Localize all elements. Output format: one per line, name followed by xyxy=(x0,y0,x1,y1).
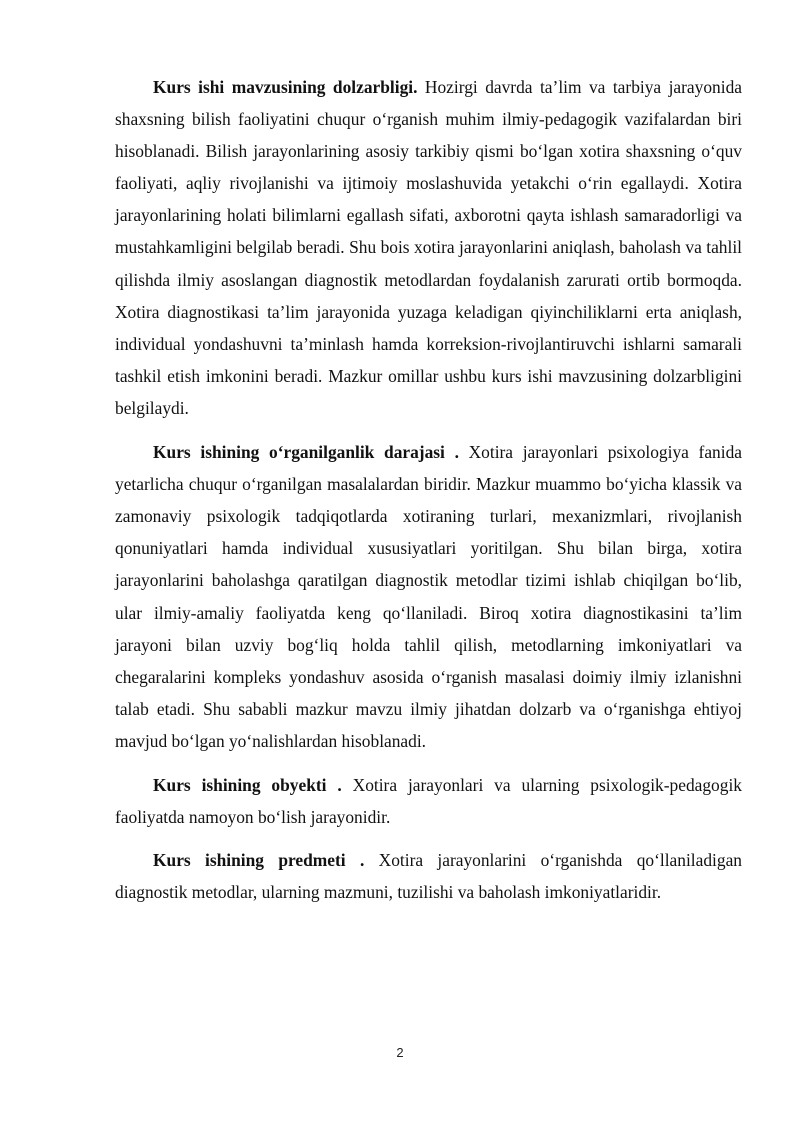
paragraph-object xyxy=(115,769,742,833)
paragraph-heading: Kurs ishining o‘rganilganlik darajasi . xyxy=(153,442,459,463)
paragraph-heading: Kurs ishi mavzusining dolzarbligi. xyxy=(153,77,418,97)
paragraph-subject xyxy=(115,844,742,908)
paragraph-study-level xyxy=(115,436,742,757)
document-body xyxy=(115,71,742,908)
paragraph-text: Xotira jarayonlari psixologiya fanida yetarlicha chuqur o‘rganilgan masalalardan biridir. Mazkur muammo bo‘yicha klassik va zamonaviy psixologik tadqiqotlarda xotiraning turlari, mexanizmlari, rivojlanish qonuniyatlari hamda individual xususiyatlari yoritilgan. Shu bilan birga, xotira jarayonlarini baholashga qaratilgan diagnostik metodlar tizimi ishlab chiqilgan bo‘lib, ular ilmiy-amaliy faoliyatda keng qo‘llaniladi. Biroq xotira diagnostikasini ta’lim jarayoni bilan uzviy bog‘liq holda tahlil qilish, metodlarning imkoniyatlari va chegaralarini kompleks yondashuv asosida o‘rganish masalasi doimiy ilmiy izlanishni talab etadi. Shu sababli mazkur mavzu ilmiy jihatdan dolzarb va o‘rganishga ehtiyoj mavjud bo‘lgan yo‘nalishlardan hisoblanadi. xyxy=(115,442,742,751)
page-number: 2 xyxy=(396,1045,404,1060)
paragraph-text: Hozirgi davrda ta’lim va tarbiya jarayonida shaxsning bilish faoliyatini chuqur o‘rganish muhim ilmiy-pedagogik vazifalardan biri hisoblanadi. Bilish jarayonlarining asosiy tarkibiy qismi bo‘lgan xotira shaxsning o‘quv faoliyati, aqliy rivojlanishi va ijtimoiy moslashuvida yetakchi o‘rin egallaydi. Xotira jarayonlarining holati bilimlarni egallash sifati, axborotni qayta ishlash samaradorligi va mustahkamligini belgilab beradi. Shu bois xotira jarayonlarini aniqlash, baholash va tahlil qilishda ilmiy asoslangan diagnostik metodlardan foydalanish zarurati ortib bormoqda. Xotira diagnostikasi ta’lim jarayonida yuzaga keladigan qiyinchiliklarni erta aniqlash, individual yondashuvni ta’minlash hamda korreksion-rivojlantiruvchi ishlarni samarali tashkil etish imkonini beradi. Mazkur omillar ushbu kurs ishi mavzusining dolzarbligini belgilaydi. xyxy=(115,77,742,418)
paragraph-relevance xyxy=(115,71,742,424)
paragraph-text: Xotira jarayonlarini o‘rganishda qo‘llaniladigan diagnostik metodlar, ularning mazmuni, tuzilishi va baholash imkoniyatlaridir. xyxy=(115,850,742,903)
paragraph-heading: Kurs ishining predmeti . xyxy=(153,850,365,871)
paragraph-text: Xotira jarayonlari va ularning psixologik-pedagogik faoliyatda namoyon bo‘lish jarayonidir. xyxy=(115,774,742,828)
paragraph-heading: Kurs ishining obyekti . xyxy=(153,774,342,795)
